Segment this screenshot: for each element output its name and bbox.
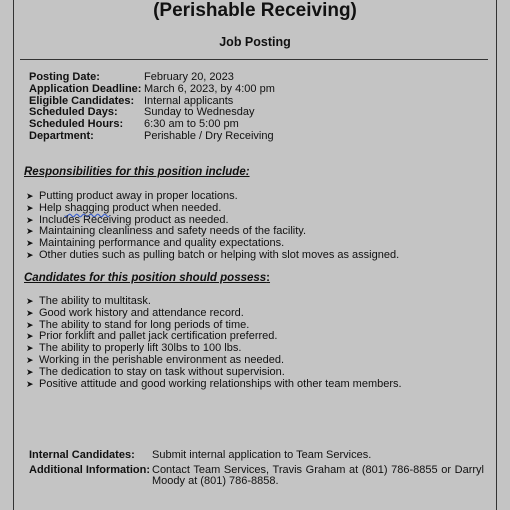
detail-label: Scheduled Hours: [29,118,124,131]
detail-label: Application Deadline: [29,82,142,95]
list-item: ➤ The ability to multitask. [26,295,151,307]
arrow-bullet-icon: ➤ [26,202,34,213]
arrow-bullet-icon: ➤ [26,331,34,342]
arrow-bullet-icon: ➤ [26,249,34,260]
page-border-right [496,0,497,510]
list-item: ➤ Maintaining cleanliness and safety needs of the facility. [26,225,307,238]
arrow-bullet-icon: ➤ [26,343,34,354]
contact-label: Additional Information: [29,463,150,476]
arrow-bullet-icon: ➤ [26,307,34,318]
list-item: ➤ Prior forklift and pallet jack certification preferred. [26,330,278,343]
document-subtitle: Job Posting [219,35,291,49]
contact-label: Internal Candidates: [29,449,135,461]
arrow-bullet-icon: ➤ [26,226,34,237]
arrow-bullet-icon: ➤ [26,378,34,389]
arrow-bullet-icon: ➤ [26,319,34,330]
detail-row-department [29,131,275,143]
page-border-left [13,0,14,510]
spellcheck-flagged-word: shagging [64,201,110,214]
detail-value: Sunday to Wednesday [144,106,255,119]
contact-value: Submit internal application to Team Services. [152,449,372,461]
detail-value: Perishable / Dry Receiving [144,129,274,142]
contact-information [29,450,484,491]
detail-value: March 6, 2023, by 4:00 pm [144,82,275,95]
detail-label: Department: [29,129,94,142]
detail-row-application-deadline [29,84,275,96]
arrow-bullet-icon: ➤ [26,191,34,201]
contact-row-internal-candidates [29,450,484,462]
detail-value: February 20, 2023 [144,71,234,83]
list-item: ➤ The ability to properly lift 30lbs to 100 lbs. [26,342,242,355]
list-item: ➤ Working in the perishable environment as needed. [26,353,285,366]
contact-row-additional-information [29,465,484,488]
detail-value: Internal applicants [144,94,234,107]
list-item: ➤ The ability to stand for long periods of time. [26,318,250,331]
posting-details [29,72,275,143]
list-item: ➤ The dedication to stay on task without supervision. [26,365,285,378]
detail-label: Eligible Candidates: [29,94,135,107]
list-item: ➤ Other duties such as pulling batch or helping with slot moves as assigned. [26,248,400,261]
arrow-bullet-icon: ➤ [26,366,34,377]
arrow-bullet-icon: ➤ [26,296,34,306]
contact-value: Contact Team Services, Travis Graham at (801) 786-8855 or Darryl Moody at (801) 786-8858. [152,463,484,487]
document-title: (Perishable Receiving) [153,0,357,21]
list-item: ➤ Includes Receiving product as needed. [26,213,229,226]
arrow-bullet-icon: ➤ [26,354,34,365]
list-item: ➤ Help shagging product when needed. [26,201,222,214]
list-item: ➤ Maintaining performance and quality expectations. [26,237,285,250]
responsibilities-heading: Responsibilities for this position include: [24,166,250,178]
horizontal-rule [20,59,488,60]
arrow-bullet-icon: ➤ [26,238,34,249]
candidates-list [26,296,402,390]
list-item: ➤ Putting product away in proper locations. [26,190,238,202]
list-item: ➤ Good work history and attendance record. [26,306,244,319]
arrow-bullet-icon: ➤ [26,214,34,225]
detail-value: 6:30 am to 5:00 pm [144,118,239,131]
detail-label: Posting Date: [29,71,100,83]
list-item: ➤ Positive attitude and good working relationships with other team members. [26,377,402,390]
responsibilities-list [26,191,399,262]
candidates-heading: Candidates for this position should possess: [24,272,271,284]
detail-label: Scheduled Days: [29,106,118,119]
